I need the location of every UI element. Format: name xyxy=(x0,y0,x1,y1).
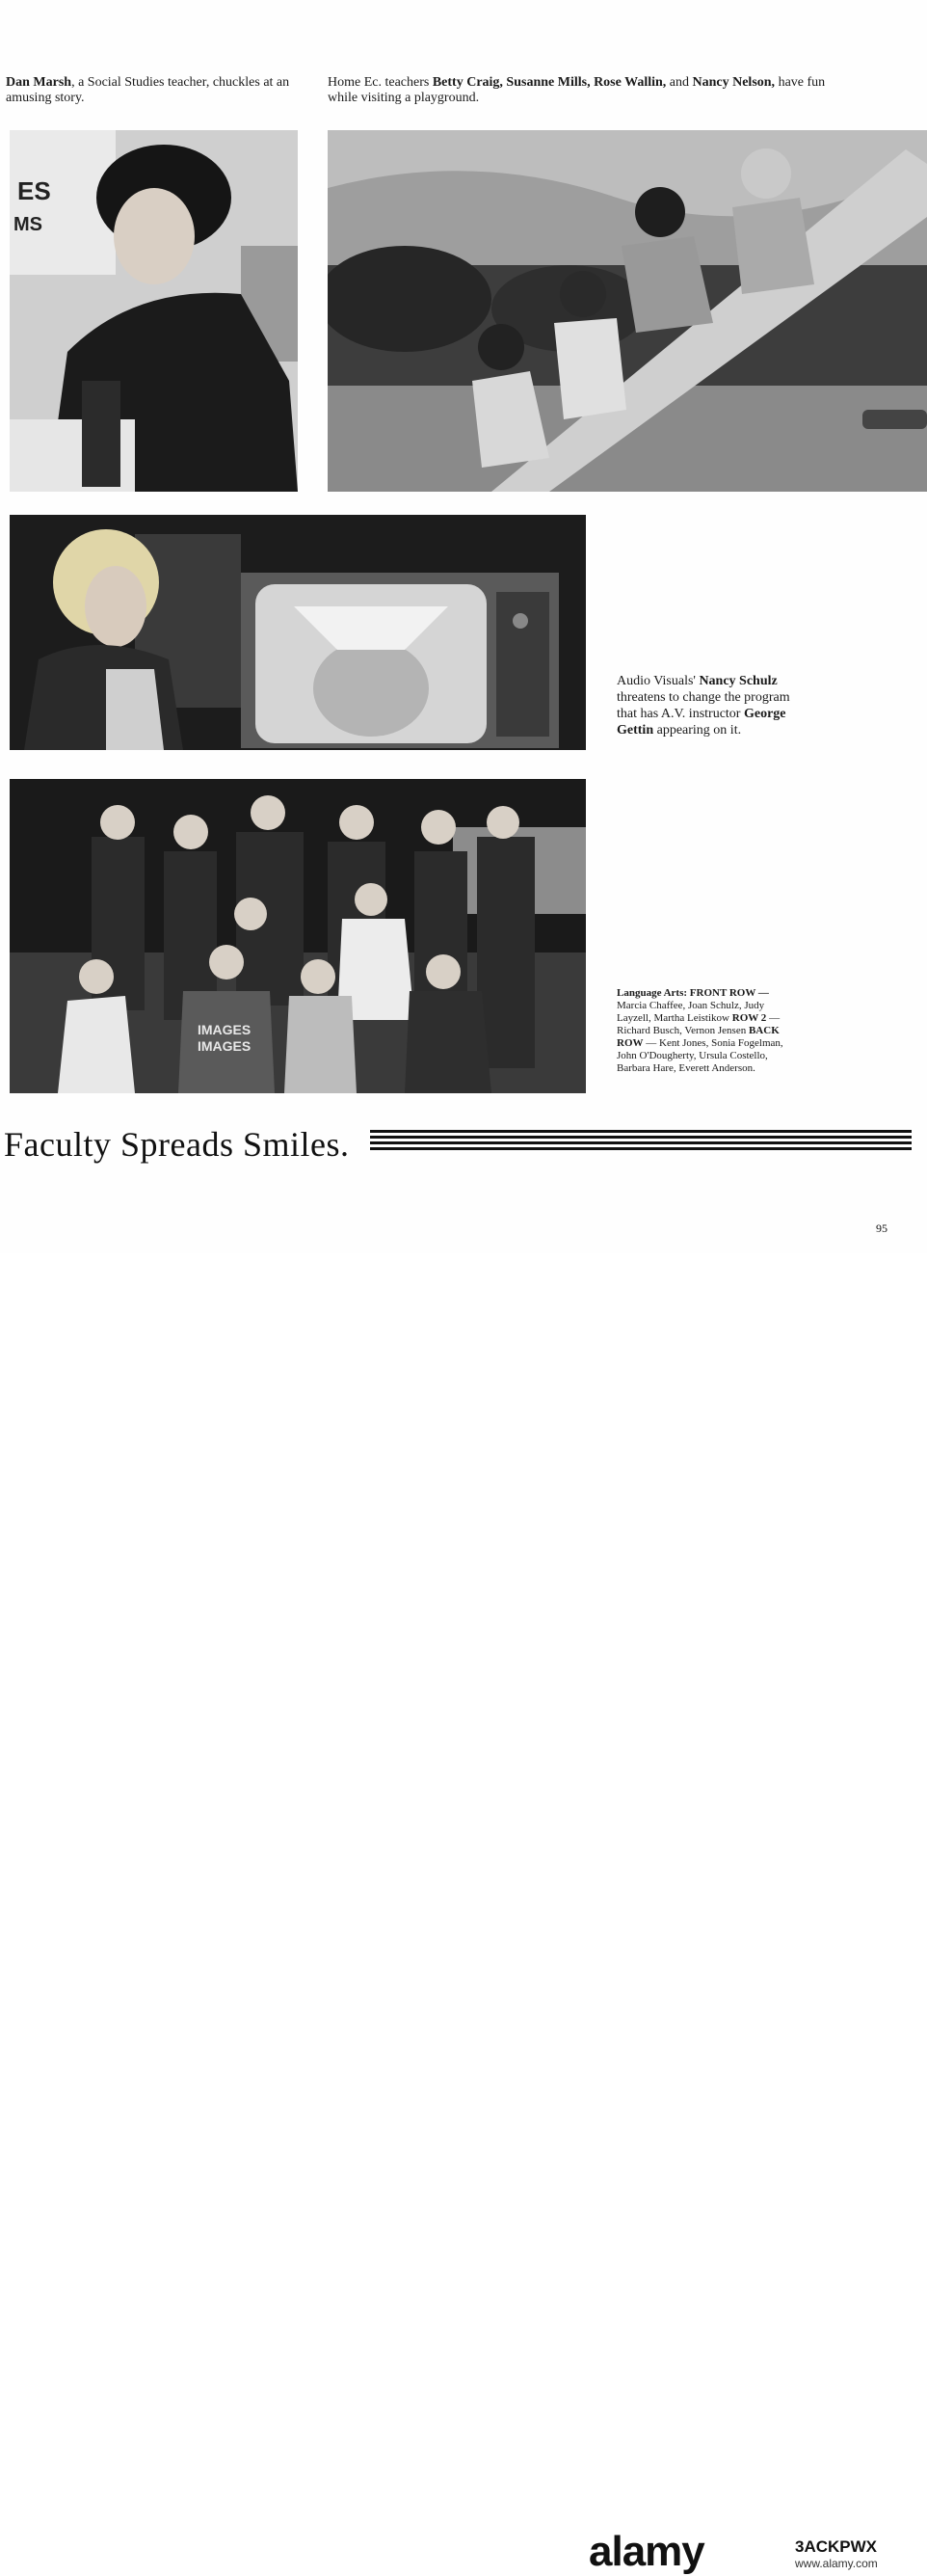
caption-name: Nancy Nelson, xyxy=(692,75,776,90)
sign-text-2: MS xyxy=(13,214,42,235)
caption-text: Home Ec. teachers xyxy=(328,75,433,90)
sign-text-1: ES xyxy=(17,176,51,205)
caption-text: have fun while visiting a playground. xyxy=(328,75,826,105)
shirt-text-1: IMAGES xyxy=(198,1022,252,1037)
photo-language-arts xyxy=(10,779,586,1093)
caption-names: Betty Craig, Susanne Mills, Rose Wallin, xyxy=(432,75,667,90)
title-rules xyxy=(370,1130,912,1155)
watermark-footer xyxy=(0,1253,927,2575)
caption-text: , a Social Studies teacher, chuckles at an amusing story. xyxy=(6,75,290,105)
rule-line xyxy=(370,1136,912,1139)
yearbook-page xyxy=(0,0,927,1253)
caption-name: Nancy Schulz xyxy=(699,674,778,688)
watermark-logo: alamy xyxy=(589,2528,704,2575)
caption-text: Marcia Chaffee, Joan Schulz, Judy Layzell, Martha Leistikow xyxy=(617,1000,765,1024)
caption-text: Audio Visuals' xyxy=(617,674,700,688)
caption-dan-marsh xyxy=(6,75,314,106)
caption-home-ec xyxy=(328,75,853,106)
rule-line xyxy=(370,1147,912,1150)
source-url: www.alamy.com xyxy=(795,2557,878,2570)
shirt-text-2: IMAGES xyxy=(198,1038,252,1054)
caption-text: and xyxy=(666,75,693,90)
photo-dan-marsh xyxy=(10,130,298,492)
caption-label: ROW 2 xyxy=(731,1012,767,1024)
caption-language-arts xyxy=(617,987,800,1075)
caption-text: — Kent Jones, Sonia Fogelman, John O'Dougherty, Ursula Costello, Barbara Hare, Everett Anderson. xyxy=(617,1037,783,1074)
caption-text: appearing on it. xyxy=(653,723,742,738)
photo-playground xyxy=(328,130,927,492)
rule-line xyxy=(370,1130,912,1133)
caption-audio-visuals xyxy=(617,673,805,738)
caption-text: — Richard Busch, Vernon Jensen xyxy=(617,1012,781,1036)
caption-name: George Gettin xyxy=(617,707,786,738)
caption-name: Dan Marsh xyxy=(6,75,72,90)
rule-line xyxy=(370,1141,912,1144)
image-id: 3ACKPWX xyxy=(795,2537,878,2556)
page-number: 95 xyxy=(876,1221,887,1235)
photo-tv xyxy=(10,515,586,750)
caption-label: BACK ROW xyxy=(617,1025,780,1049)
page-title: Faculty Spreads Smiles. xyxy=(4,1125,350,1164)
caption-label: Language Arts: FRONT ROW — xyxy=(617,987,769,999)
caption-text: threatens to change the program that has A.V. instructor xyxy=(617,690,790,721)
